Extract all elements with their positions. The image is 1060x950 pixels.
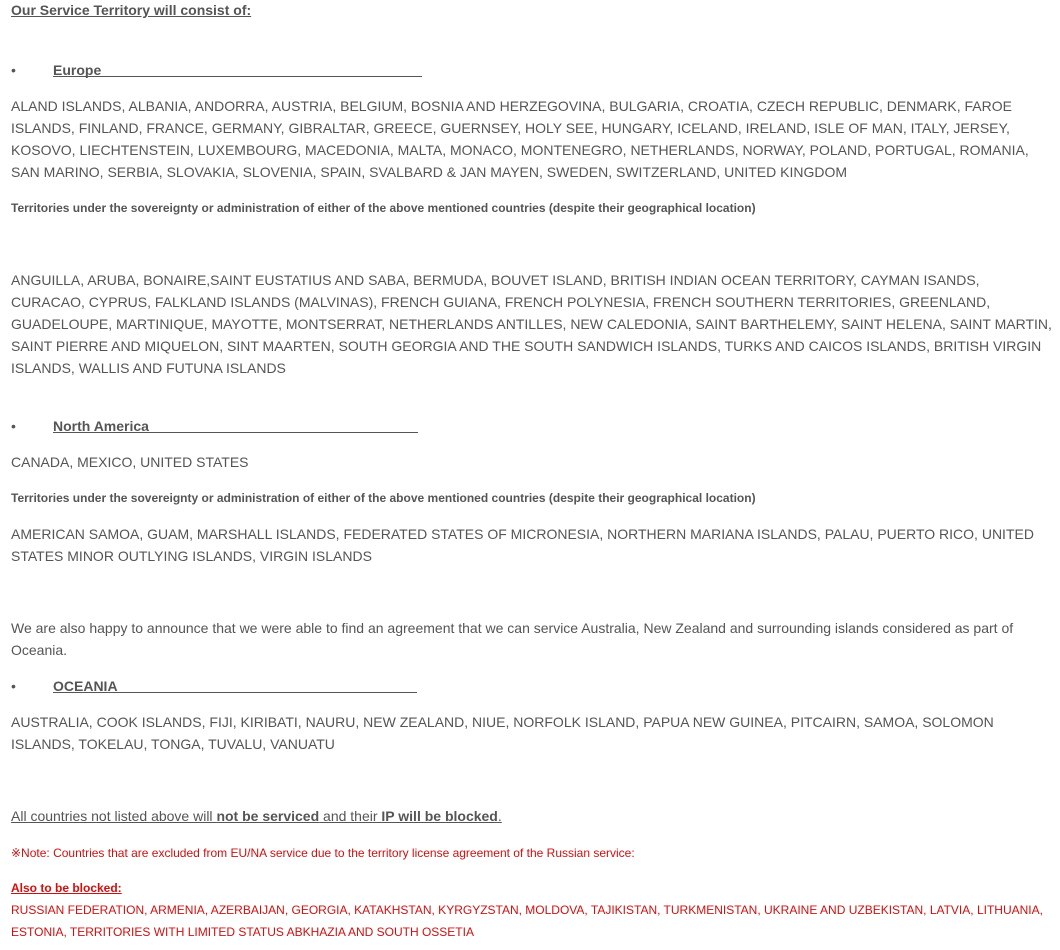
bullet-icon: •	[11, 418, 16, 434]
europe-territories-list: ANGUILLA, ARUBA, BONAIRE,SAINT EUSTATIUS AND SABA, BERMUDA, BOUVET ISLAND, BRITISH INDIAN OCEAN TERRITORY, CAYMAN ISANDS, CURACAO, CYPRUS, FALKLAND ISLANDS (MALVINAS), FRENCH GUIANA, FRENCH POLYNESIA, FRENCH SOUTHERN TERRITORIES, GREENLAND, GUADELOUPE, MARTINIQUE, MAYOTTE, MONTSERRAT, NETHERLANDS ANTILLES, NEW CALEDONIA, SAINT BARTHELEMY, SAINT HELENA, SAINT MARTIN, SAINT PIERRE AND MIQUELON, SINT MAARTEN, SOUTH GEORGIA AND THE SOUTH SANDWICH ISLANDS, TURKS AND CAICOS ISLANDS, BRITISH VIRGIN ISLANDS, WALLIS AND FUTUNA ISLANDS	[11, 272, 1052, 376]
section-underline	[53, 432, 418, 433]
blocked-heading: Also to be blocked:	[11, 881, 122, 895]
section-title-oceania: OCEANIA	[53, 678, 118, 694]
europe-country-list: ALAND ISLANDS, ALBANIA, ANDORRA, AUSTRIA, BELGIUM, BOSNIA AND HERZEGOVINA, BULGARIA, CROATIA, CZECH REPUBLIC, DENMARK, FAROE ISLANDS, FINLAND, FRANCE, GERMANY, GIBRALTAR, GREECE, GUERNSEY, HOLY SEE, HUNGARY, ICELAND, IRELAND, ISLE OF MAN, ITALY, JERSEY, KOSOVO, LIECHTENSTEIN, LUXEMBOURG, MACEDONIA, MALTA, MONACO, MONTENEGRO, NETHERLANDS, NORWAY, POLAND, PORTUGAL, ROMANIA, SAN MARINO, SERBIA, SLOVAKIA, SLOVENIA, SPAIN, SVALBARD & JAN MAYEN, SWEDEN, SWITZERLAND, UNITED KINGDOM	[11, 98, 1029, 180]
section-title-europe: Europe	[53, 62, 102, 78]
bullet-icon: •	[11, 678, 16, 694]
section-header-north-america	[11, 415, 431, 437]
oceania-announcement: We are also happy to announce that we were able to find an agreement that we can service Australia, New Zealand and surrounding islands considered as part of Oceania.	[11, 620, 1014, 658]
notice-emphasis: not be serviced	[216, 808, 320, 824]
notice-text: All countries not listed above will	[11, 808, 217, 824]
north-america-territories-label: Territories under the sovereignty or administration of either of the above mentioned countries (despite their geographical location)	[11, 491, 756, 505]
blocked-country-list: RUSSIAN FEDERATION, ARMENIA, AZERBAIJAN, GEORGIA, KATAKHSTAN, KYRGYZSTAN, MOLDOVA, TAJIKISTAN, TURKMENISTAN, UKRAINE AND UZBEKISTAN, LATVIA, LITHUANIA, ESTONIA, TERRITORIES WITH LIMITED STATUS ABKHAZIA AND SOUTH OSSETIA	[11, 903, 1043, 939]
notice-emphasis: IP will be blocked	[381, 808, 498, 824]
section-header-europe	[11, 59, 431, 81]
notice-text: and their	[319, 808, 382, 824]
bullet-icon: •	[11, 62, 16, 78]
russian-service-note: ※Note: Countries that are excluded from EU/NA service due to the territory license agreement of the Russian service:	[11, 846, 635, 860]
section-title-north-america: North America	[53, 418, 149, 434]
section-underline	[53, 692, 417, 693]
page-title: Our Service Territory will consist of:	[11, 2, 252, 18]
section-header-oceania	[11, 675, 431, 697]
blocking-notice	[11, 805, 1056, 827]
notice-text: .	[497, 808, 502, 824]
north-america-territories-list: AMERICAN SAMOA, GUAM, MARSHALL ISLANDS, FEDERATED STATES OF MICRONESIA, NORTHERN MARIANA ISLANDS, PALAU, PUERTO RICO, UNITED STATES MINOR OUTLYING ISLANDS, VIRGIN ISLANDS	[11, 526, 1034, 564]
section-underline	[53, 76, 422, 77]
north-america-country-list: CANADA, MEXICO, UNITED STATES	[11, 454, 249, 470]
europe-territories-label: Territories under the sovereignty or administration of either of the above mentioned countries (despite their geographical location)	[11, 201, 756, 215]
oceania-country-list: AUSTRALIA, COOK ISLANDS, FIJI, KIRIBATI, NAURU, NEW ZEALAND, NIUE, NORFOLK ISLAND, PAPUA NEW GUINEA, PITCAIRN, SAMOA, SOLOMON ISLANDS, TOKELAU, TONGA, TUVALU, VANUATU	[11, 714, 994, 752]
